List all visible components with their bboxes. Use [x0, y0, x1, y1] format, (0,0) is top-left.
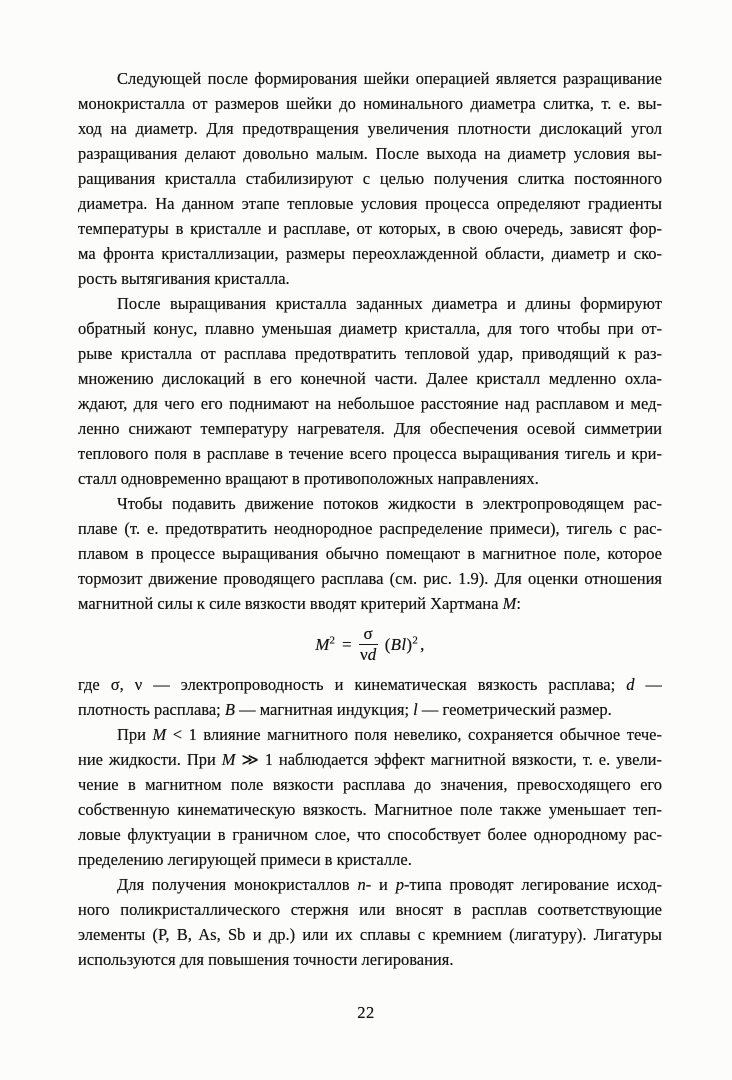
- text-line: тормозит движение проводящего расплава (см. рис. 1.9). Для оценки отношения: [78, 569, 662, 588]
- text-line: обратный конус, плавно уменьшая диаметр кристалла, для того чтобы при от-: [78, 319, 662, 338]
- text-line: пределению легирующей примеси в кристалле.: [78, 850, 412, 869]
- formula-nu: ν: [360, 644, 368, 664]
- page-number: 22: [357, 1003, 375, 1022]
- text-line: плотность расплава; B — магнитная индукция; l — геометрический размер.: [78, 700, 612, 719]
- text-line: разращивания делают довольно малым. После выхода на диаметр условия вы-: [78, 144, 662, 163]
- text-line: чение в магнитном поле вязкости расплава до значения, превосходящего его: [78, 775, 662, 794]
- text-line: ленно снижают температуру нагревателя. Для обеспечения осевой симметрии: [78, 419, 662, 438]
- text-line: ход на диаметр. Для предотвращения увеличения плотности дислокаций угол: [78, 119, 662, 138]
- formula-rhs-exponent: 2: [412, 633, 419, 646]
- formula-fraction: [359, 625, 378, 664]
- text-line: элементы (P, B, As, Sb и др.) или их сплавы с кремнием (лигатуру). Лигатуры: [78, 925, 662, 944]
- paragraph-hartmann-effects: [78, 722, 662, 872]
- text-line: собственную кинематическую вязкость. Магнитное поле также уменьшает теп-: [78, 800, 662, 819]
- text-line: монокристалла от размеров шейки до номинального диаметра слитка, т. е. вы-: [78, 94, 662, 113]
- paragraph-crystal-widening: [78, 66, 662, 291]
- formula-equals-sign: =: [341, 634, 352, 654]
- text-line: плавом в процессе выращивания обычно помещают в магнитное поле, которое: [78, 544, 662, 563]
- text-line: При M < 1 влияние магнитного поля невелико, сохраняется обычное тече-: [117, 725, 662, 744]
- text-line: плаве (т. е. предотвратить неоднородное распределение примеси), тигель с рас-: [78, 519, 662, 538]
- text-line: После выращивания кристалла заданных диаметра и длины формируют: [117, 294, 662, 313]
- paragraph-doping: [78, 872, 662, 972]
- formula-close-paren: ): [406, 634, 413, 654]
- paragraph-inverse-cone: [78, 291, 662, 491]
- text-line: ние жидкости. При M ≫ 1 наблюдается эффект магнитной вязкости, т. е. увели-: [78, 750, 662, 769]
- text-line: где σ, ν — электропроводность и кинематическая вязкость расплава; d —: [78, 675, 662, 694]
- text-line: Следующей после формирования шейки операцией является разращивание: [117, 69, 662, 88]
- text-line: ного поликристаллического стержня или вносят в расплав соответствующие: [78, 900, 662, 919]
- text-line: ловые флуктуации в граничном слое, что способствует более однородному рас-: [78, 825, 662, 844]
- text-line: сталл одновременно вращают в противоположных направлениях.: [78, 469, 539, 488]
- text-line: теплового поля в расплаве в течение всего процесса выращивания тигель и кри-: [78, 444, 662, 463]
- formula-variable-M: M: [315, 634, 330, 654]
- text-line: Чтобы подавить движение потоков жидкости в электропроводящем рас-: [117, 494, 662, 513]
- text-line: рыве кристалла от расплава предотвратить тепловой удар, приводящий к раз-: [78, 344, 662, 363]
- page-footer: [0, 1003, 732, 1023]
- paragraph-magnetic-field: [78, 491, 662, 616]
- paragraph-where-clause: [78, 672, 662, 722]
- formula-denominator-nu-d: [360, 645, 376, 664]
- text-line: множению дислокаций в его конечной части. Далее кристалл медленно охла-: [78, 369, 662, 388]
- formula-lhs-exponent: 2: [329, 633, 335, 646]
- formula-expression: [315, 625, 424, 664]
- formula-lhs: [315, 632, 335, 657]
- text-line: магнитной силы к силе вязкости вводят критерий Хартмана M:: [78, 594, 521, 613]
- formula-open-paren: (: [384, 634, 391, 654]
- text-line: ждают, для чего его поднимают на небольшое расстояние над расплавом и мед-: [78, 394, 662, 413]
- text-line: температуры в кристалле и расплаве, от которых, в свою очередь, зависят фор-: [78, 219, 662, 238]
- formula-trailing-comma: ,: [420, 634, 425, 654]
- text-line: используются для повышения точности легирования.: [78, 950, 454, 969]
- formula-d: d: [367, 644, 377, 664]
- text-line: ращивания кристалла стабилизируют с целью получения слитка постоянного: [78, 169, 662, 188]
- formula-numerator-sigma: σ: [359, 625, 378, 645]
- text-line: рость вытягивания кристалла.: [78, 269, 290, 288]
- hartmann-criterion-formula: [78, 622, 662, 666]
- text-line: Для получения монокристаллов n- и p-типа проводят легирование исход-: [117, 875, 662, 894]
- text-line: диаметра. На данном этапе тепловые условия процесса определяют градиенты: [78, 194, 662, 213]
- text-line: ма фронта кристаллизации, размеры переохлажденной области, диаметр и ско-: [78, 244, 662, 263]
- formula-rhs: [385, 632, 425, 657]
- formula-Bl: Bl: [390, 634, 407, 654]
- text-block: [78, 66, 662, 972]
